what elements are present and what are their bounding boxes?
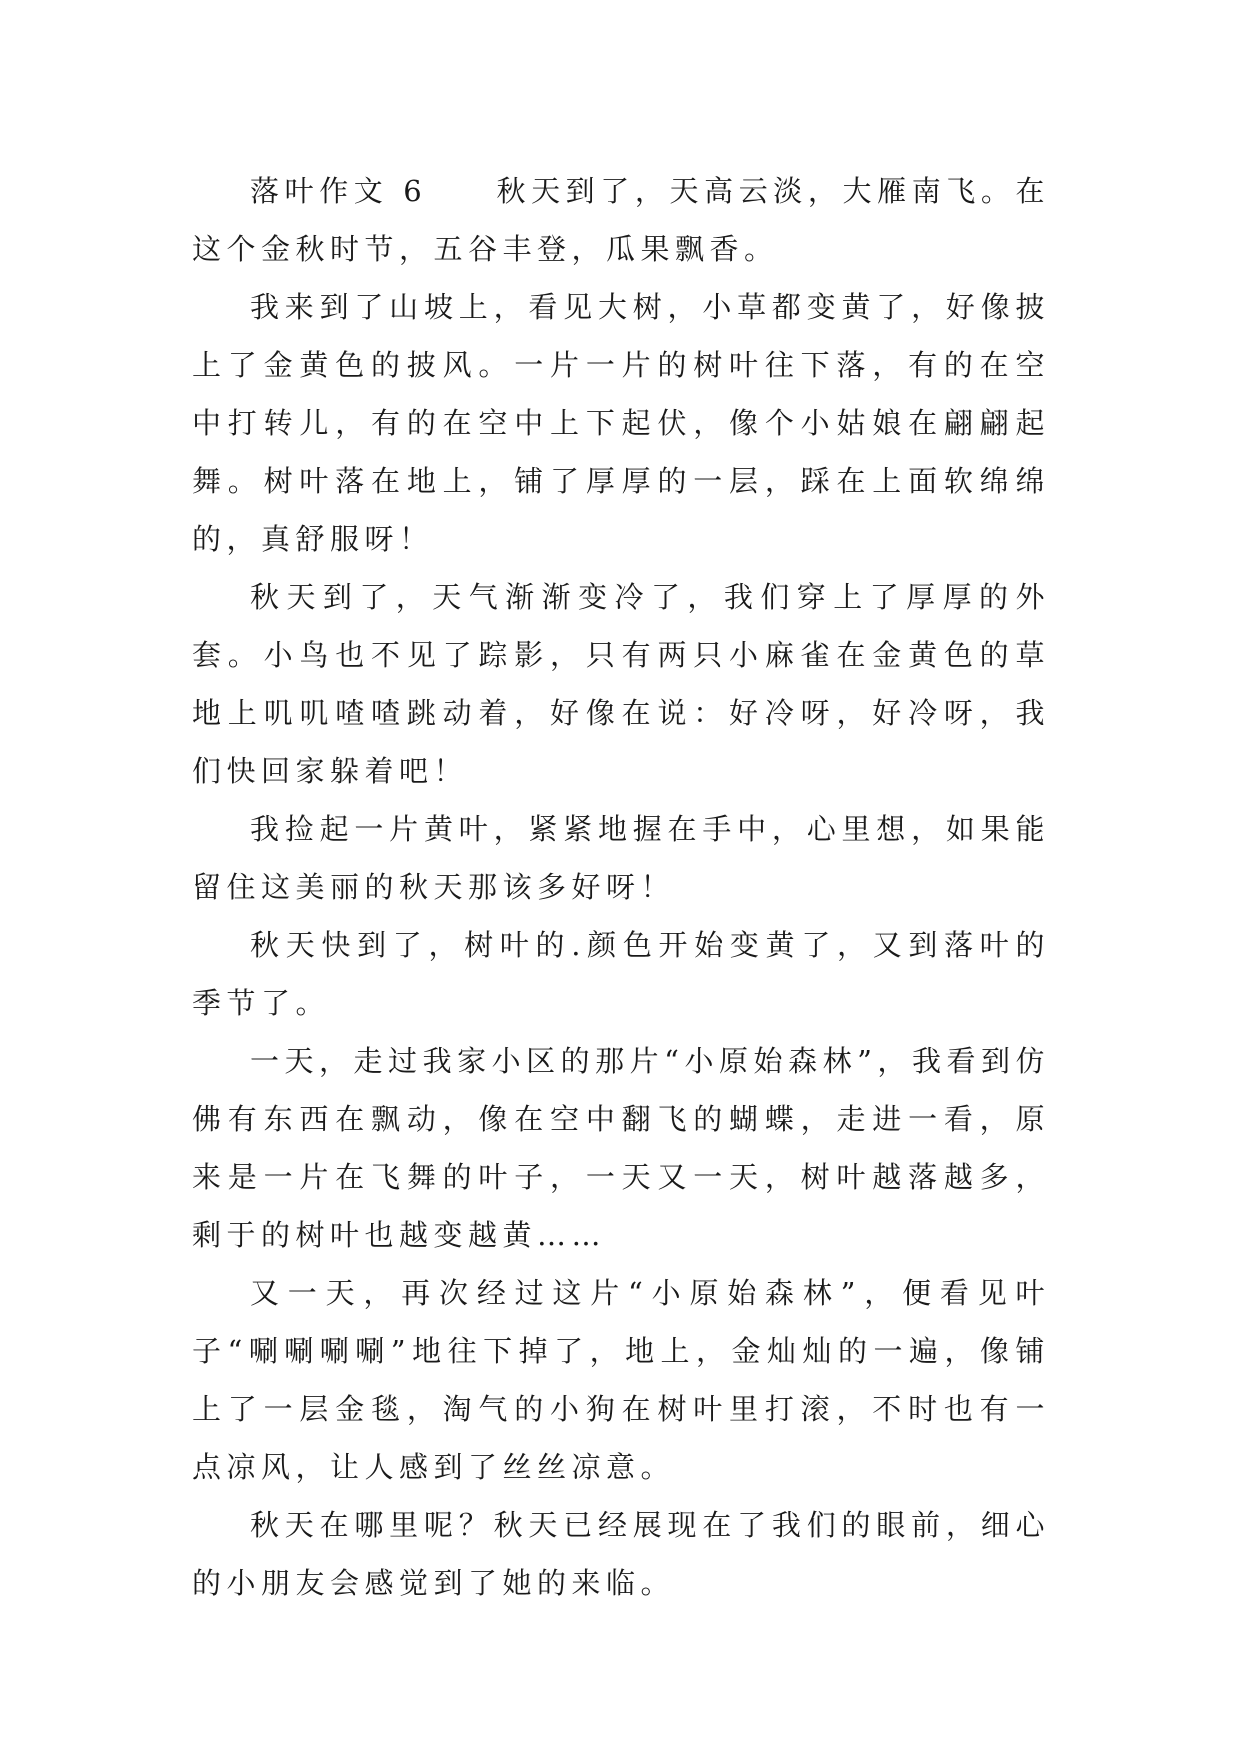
- paragraph-2: 我来到了山坡上，看见大树，小草都变黄了，好像披上了金黄色的披风。一片一片的树叶往下落，有的在空中打转儿，有的在空中上下起伏，像个小姑娘在翩翩起舞。树叶落在地上，铺了厚厚的一层，踩在上面软绵绵的，真舒服呀！: [192, 290, 1050, 556]
- paragraph-3: 秋天到了，天气渐渐变冷了，我们穿上了厚厚的外套。小鸟也不见了踪影，只有两只小麻雀在金黄色的草地上叽叽喳喳跳动着，好像在说：好冷呀，好冷呀，我们快回家躲着吧！: [192, 580, 1050, 788]
- paragraph-1: 落叶作文 6 秋天到了，天高云淡，大雁南飞。在这个金秋时节，五谷丰登，瓜果飘香。: [192, 174, 1050, 266]
- paragraph-6: 一天，走过我家小区的那片“小原始森林”，我看到仿佛有东西在飘动，像在空中翻飞的蝴蝶，走进一看，原来是一片在飞舞的叶子，一天又一天，树叶越落越多，剩于的树叶也越变越黄……: [192, 1044, 1050, 1252]
- paragraph-8: 秋天在哪里呢？秋天已经展现在了我们的眼前，细心的小朋友会感觉到了她的来临。: [192, 1508, 1050, 1600]
- paragraph-5: 秋天快到了，树叶的.颜色开始变黄了，又到落叶的季节了。: [192, 928, 1050, 1020]
- paragraph-4: 我捡起一片黄叶，紧紧地握在手中，心里想，如果能留住这美丽的秋天那该多好呀！: [192, 812, 1050, 904]
- paragraph-7: 又一天，再次经过这片“小原始森林”，便看见叶子“唰唰唰唰”地往下掉了，地上，金灿灿的一遍，像铺上了一层金毯，淘气的小狗在树叶里打滚，不时也有一点凉风，让人感到了丝丝凉意。: [192, 1276, 1050, 1484]
- document-body: [192, 162, 1050, 1612]
